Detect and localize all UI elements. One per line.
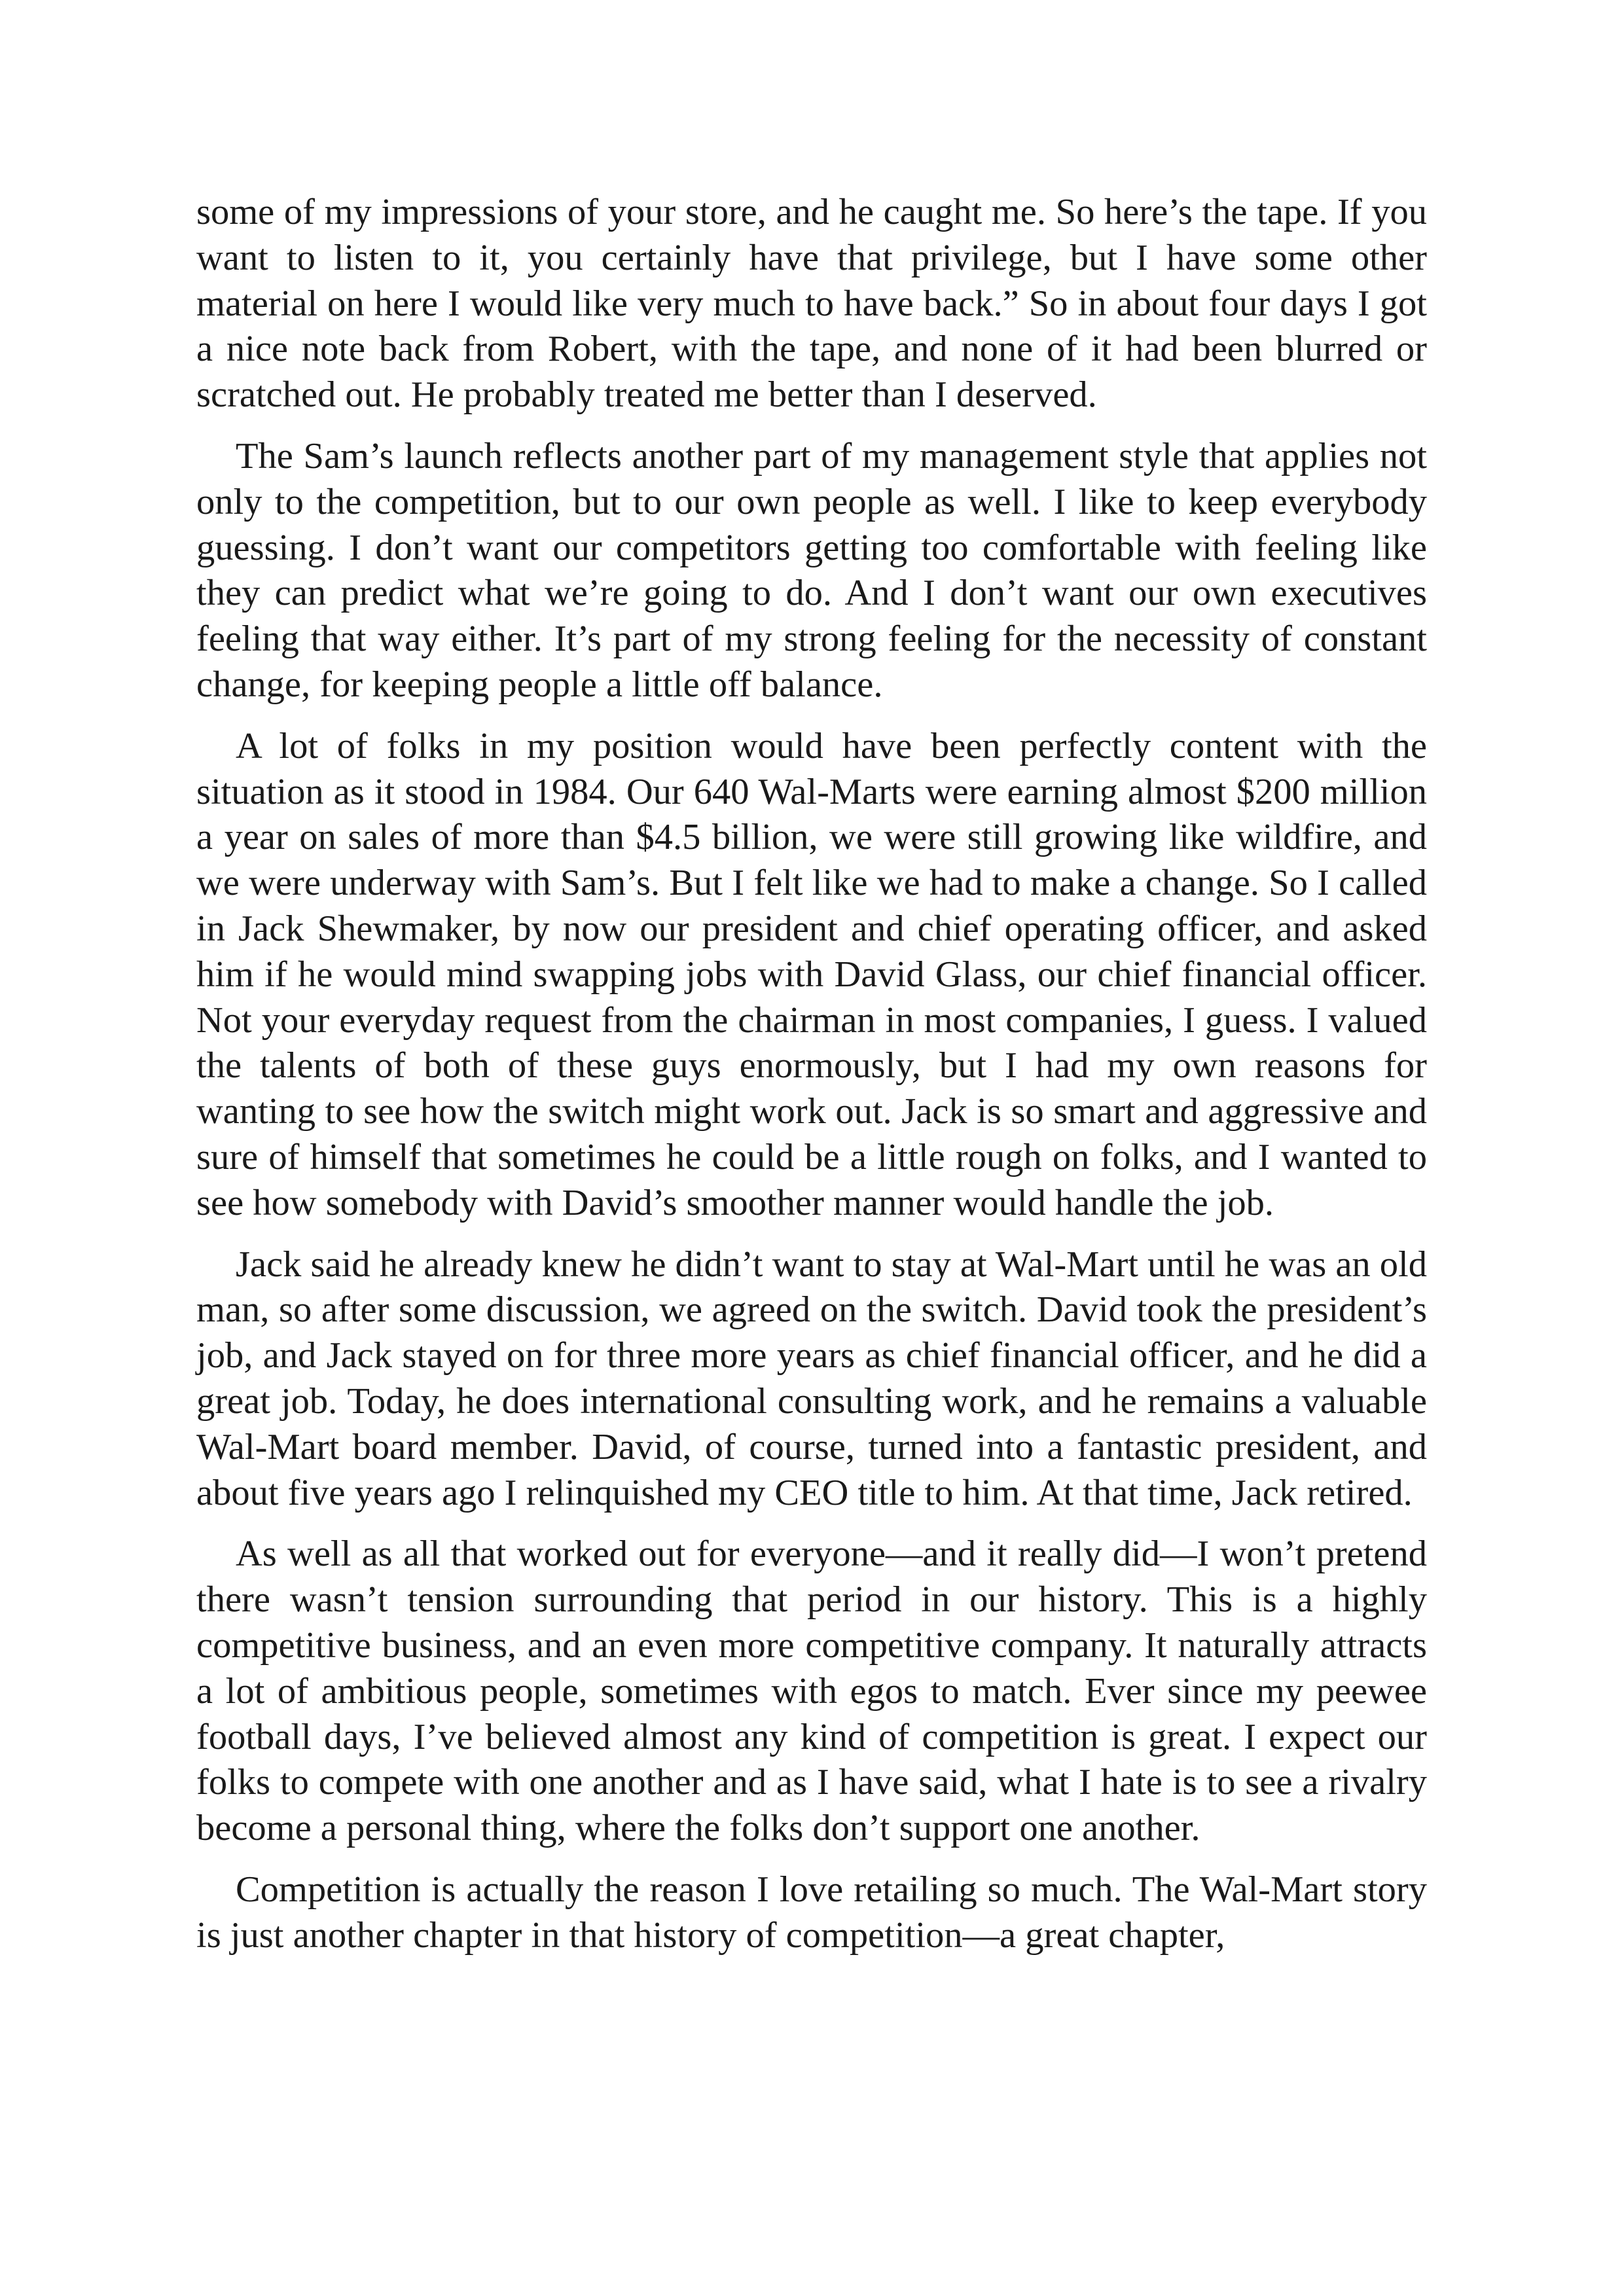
paragraph-1: some of my impressions of your store, and he caught me. So here’s the tape. If you want to listen to it, you certainly have that privilege, but I have some other material on here I would like very much to have back.” So in about four days I got a nice note back from Robert, with the tape, and none of it had been blurred or scratched out. He probably treated me better than I deserved.	[196, 192, 1427, 416]
paragraph-5: As well as all that worked out for everyone—and it really did—I won’t pretend there wasn’t tension surrounding that period in our history. This is a highly competitive business, and an even more competitive company. It naturally attracts a lot of ambitious people, sometimes with egos to match. Ever since my peewee football days, I’ve believed almost any kind of competition is great. I expect our folks to compete with one another and as I have said, what I hate is to see a rivalry become a personal thing, where the folks don’t support one another.	[196, 1534, 1427, 1849]
paragraph-2: The Sam’s launch reflects another part of my management style that applies not only to the competition, but to our own people as well. I like to keep everybody guessing. I don’t want our competitors getting too comfortable with feeling like they can predict what we’re going to do. And I don’t want our own executives feeling that way either. It’s part of my strong feeling for the necessity of constant change, for keeping people a little off balance.	[196, 435, 1427, 705]
page-body	[196, 190, 1427, 1974]
paragraph-6: Competition is actually the reason I love retailing so much. The Wal-Mart story is just another chapter in that history of competition—a great chapter,	[196, 1869, 1427, 1956]
paragraph-4: Jack said he already knew he didn’t want to stay at Wal-Mart until he was an old man, so after some discussion, we agreed on the switch. David took the president’s job, and Jack stayed on for three more years as chief financial officer, and he did a great job. Today, he does international consulting work, and he remains a valuable Wal-Mart board member. David, of course, turned into a fantastic president, and about five years ago I relinquished my CEO title to him. At that time, Jack retired.	[196, 1244, 1427, 1513]
paragraph-3: A lot of folks in my position would have been perfectly content with the situation as it stood in 1984. Our 640 Wal-Marts were earning almost $200 million a year on sales of more than $4.5 billion, we were still growing like wildfire, and we were underway with Sam’s. But I felt like we had to make a change. So I called in Jack Shewmaker, by now our president and chief operating officer, and asked him if he would mind swapping jobs with David Glass, our chief financial officer. Not your everyday request from the chairman in most companies, I guess. I valued the talents of both of these guys enormously, but I had my own reasons for wanting to see how the switch might work out. Jack is so smart and aggressive and sure of himself that sometimes he could be a little rough on folks, and I wanted to see how somebody with David’s smoother manner would handle the job.	[196, 725, 1427, 1223]
